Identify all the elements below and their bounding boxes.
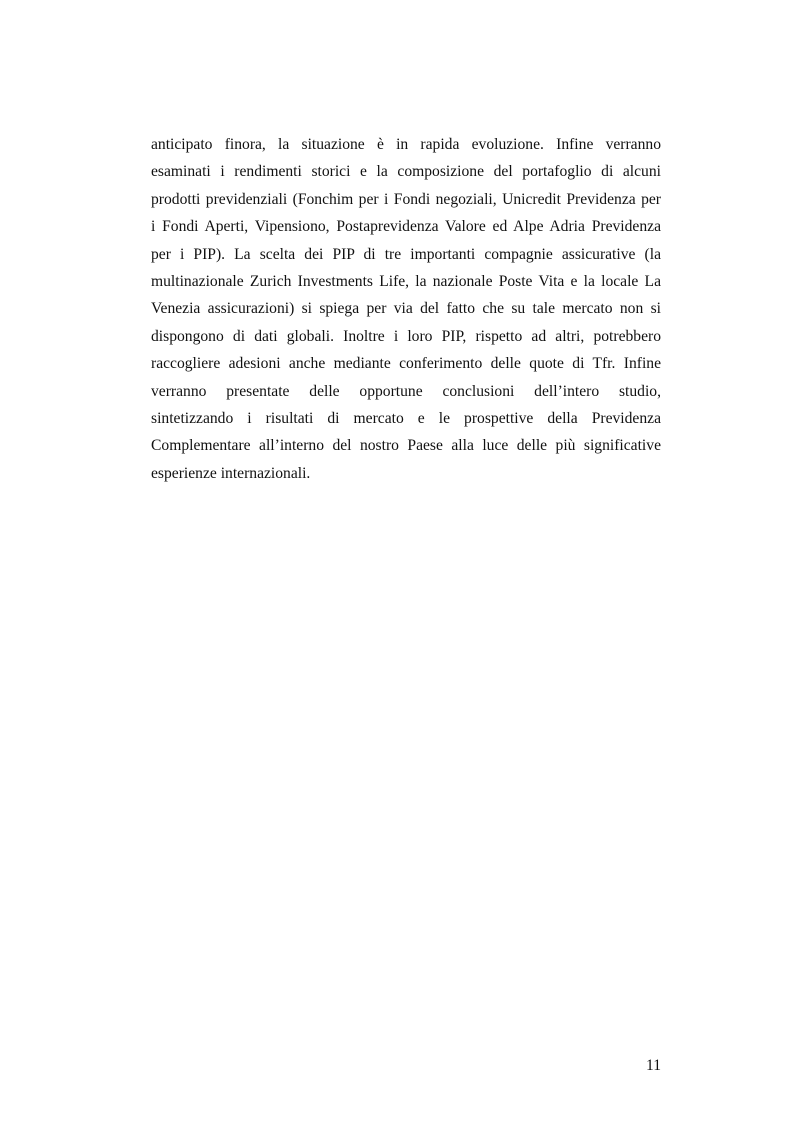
paragraph-line-12: Complementare all’interno del nostro Paese alla luce delle più significative	[151, 437, 661, 455]
paragraph-line-6: multinazionale Zurich Investments Life, la nazionale Poste Vita e la locale La	[151, 272, 661, 290]
page-number: 11	[645, 1057, 661, 1074]
paragraph-line-10: verranno presentate delle opportune conclusioni dell’intero studio,	[151, 382, 661, 400]
paragraph-line-2: esaminati i rendimenti storici e la composizione del portafoglio di alcuni	[151, 163, 661, 181]
paragraph-line-9: raccogliere adesioni anche mediante conferimento delle quote di Tfr. Infine	[151, 355, 661, 373]
paragraph-line-8: dispongono di dati globali. Inoltre i loro PIP, rispetto ad altri, potrebbero	[151, 327, 661, 345]
paragraph-line-3: prodotti previdenziali (Fonchim per i Fondi negoziali, Unicredit Previdenza per	[151, 190, 661, 208]
paragraph-line-13: esperienze internazionali.	[151, 464, 311, 482]
paragraph-line-11: sintetizzando i risultati di mercato e le prospettive della Previdenza	[151, 409, 661, 427]
paragraph-line-5: per i PIP). La scelta dei PIP di tre importanti compagnie assicurative (la	[151, 245, 661, 263]
body-paragraph	[151, 131, 661, 487]
paragraph-line-1: anticipato finora, la situazione è in rapida evoluzione. Infine verranno	[151, 136, 661, 153]
paragraph-line-4: i Fondi Aperti, Vipensiono, Postaprevidenza Valore ed Alpe Adria Previdenza	[151, 218, 661, 236]
paragraph-line-7: Venezia assicurazioni) si spiega per via del fatto che su tale mercato non si	[151, 300, 661, 318]
